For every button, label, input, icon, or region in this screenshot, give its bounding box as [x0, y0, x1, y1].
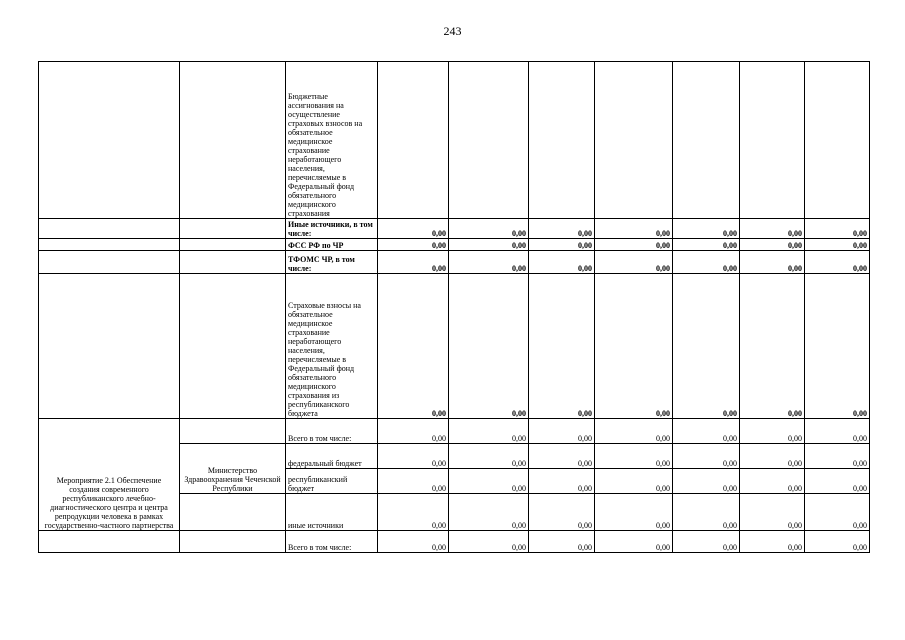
- event-cell: [39, 62, 180, 219]
- value-cell: 0,00: [673, 494, 740, 531]
- value-cell: 0,00: [378, 239, 449, 251]
- source-label: Страховые взносы на обязательное медицинское страхование неработающего населения, перечисляемые в Федеральный фонд обязательного медицинского страхования из республиканского бюджета: [286, 274, 378, 419]
- value-cell: 0,00: [378, 531, 449, 553]
- value-cell: 0,00: [805, 444, 870, 469]
- value-cell: 0,00: [449, 469, 529, 494]
- value-cell: 0,00: [529, 219, 595, 239]
- budget-table: [38, 61, 870, 553]
- value-cell: 0,00: [740, 239, 805, 251]
- source-label: Бюджетные ассигнования на осуществление страховых взносов на обязательное медицинское страхование неработающего населения, перечисляемые в Федеральный фонд обязательного медицинского страхования: [286, 62, 378, 219]
- value-cell: 0,00: [595, 219, 673, 239]
- value-cell: 0,00: [529, 274, 595, 419]
- value-cell: 0,00: [378, 494, 449, 531]
- table-row: [39, 531, 870, 553]
- value-cell: 0,00: [449, 531, 529, 553]
- executor-cell: [180, 62, 286, 219]
- value-cell: 0,00: [805, 219, 870, 239]
- value-cell: 0,00: [449, 444, 529, 469]
- table-row: [39, 62, 870, 219]
- value-cell: 0,00: [595, 419, 673, 444]
- value-cell: 0,00: [673, 274, 740, 419]
- table-row: [39, 251, 870, 274]
- value-cell: 0,00: [378, 469, 449, 494]
- value-cell: 0,00: [378, 274, 449, 419]
- value-cell: 0,00: [740, 251, 805, 274]
- value-cell: 0,00: [449, 274, 529, 419]
- table-row: [39, 239, 870, 251]
- value-cell: 0,00: [529, 419, 595, 444]
- value-cell: 0,00: [529, 444, 595, 469]
- value-cell: 0,00: [595, 469, 673, 494]
- value-cell: 0,00: [378, 251, 449, 274]
- value-cell: 0,00: [673, 531, 740, 553]
- value-cell: 0,00: [449, 239, 529, 251]
- value-cell: 0,00: [595, 494, 673, 531]
- value-cell: 0,00: [740, 444, 805, 469]
- value-cell: 0,00: [740, 494, 805, 531]
- value-cell: 0,00: [595, 531, 673, 553]
- value-cell: 0,00: [805, 239, 870, 251]
- value-cell: 0,00: [378, 219, 449, 239]
- table-row: [39, 219, 870, 239]
- value-cell: 0,00: [529, 469, 595, 494]
- value-cell: 0,00: [595, 444, 673, 469]
- value-cell: 0,00: [595, 239, 673, 251]
- value-cell: 0,00: [529, 239, 595, 251]
- source-label: Всего в том числе:: [286, 531, 378, 553]
- source-label: ТФОМС ЧР, в том числе:: [286, 251, 378, 274]
- event-title: Мероприятие 2.1 Обеспечение создания современного республиканского лечебно-диагностического центра и центра репродукции человека в рамках государственно-частного партнерства: [39, 419, 180, 531]
- value-cell: 0,00: [805, 531, 870, 553]
- value-cell: 0,00: [673, 251, 740, 274]
- value-cell: 0,00: [529, 531, 595, 553]
- table-row: [39, 274, 870, 419]
- value-cell: 0,00: [740, 531, 805, 553]
- value-cell: 0,00: [378, 444, 449, 469]
- source-label: федеральный бюджет: [286, 444, 378, 469]
- value-cell: 0,00: [673, 444, 740, 469]
- value-cell: 0,00: [595, 274, 673, 419]
- value-cell: 0,00: [805, 469, 870, 494]
- source-label: Всего в том числе:: [286, 419, 378, 444]
- value-cell: 0,00: [673, 419, 740, 444]
- source-label: ФСС РФ по ЧР: [286, 239, 378, 251]
- value-cell: 0,00: [805, 494, 870, 531]
- source-label: Иные источники, в том числе:: [286, 219, 378, 239]
- value-cell: 0,00: [805, 419, 870, 444]
- value-cell: 0,00: [740, 469, 805, 494]
- value-cell: 0,00: [740, 219, 805, 239]
- value-cell: 0,00: [805, 251, 870, 274]
- value-cell: 0,00: [673, 239, 740, 251]
- value-cell: 0,00: [740, 419, 805, 444]
- value-cell: 0,00: [449, 251, 529, 274]
- value-cell: 0,00: [449, 494, 529, 531]
- value-cell: 0,00: [529, 494, 595, 531]
- value-cell: 0,00: [805, 274, 870, 419]
- table-row: [39, 419, 870, 444]
- source-label: республиканский бюджет: [286, 469, 378, 494]
- value-cell: 0,00: [740, 274, 805, 419]
- value-cell: 0,00: [449, 419, 529, 444]
- value-cell: 0,00: [673, 469, 740, 494]
- source-label: иные источники: [286, 494, 378, 531]
- value-cell: 0,00: [673, 219, 740, 239]
- value-cell: 0,00: [378, 419, 449, 444]
- value-cell: 0,00: [449, 219, 529, 239]
- value-cell: 0,00: [595, 251, 673, 274]
- page-number: 243: [443, 24, 462, 38]
- value-cell: 0,00: [529, 251, 595, 274]
- executor-name: Министерство Здравоохранения Чеченской Республики: [180, 444, 286, 494]
